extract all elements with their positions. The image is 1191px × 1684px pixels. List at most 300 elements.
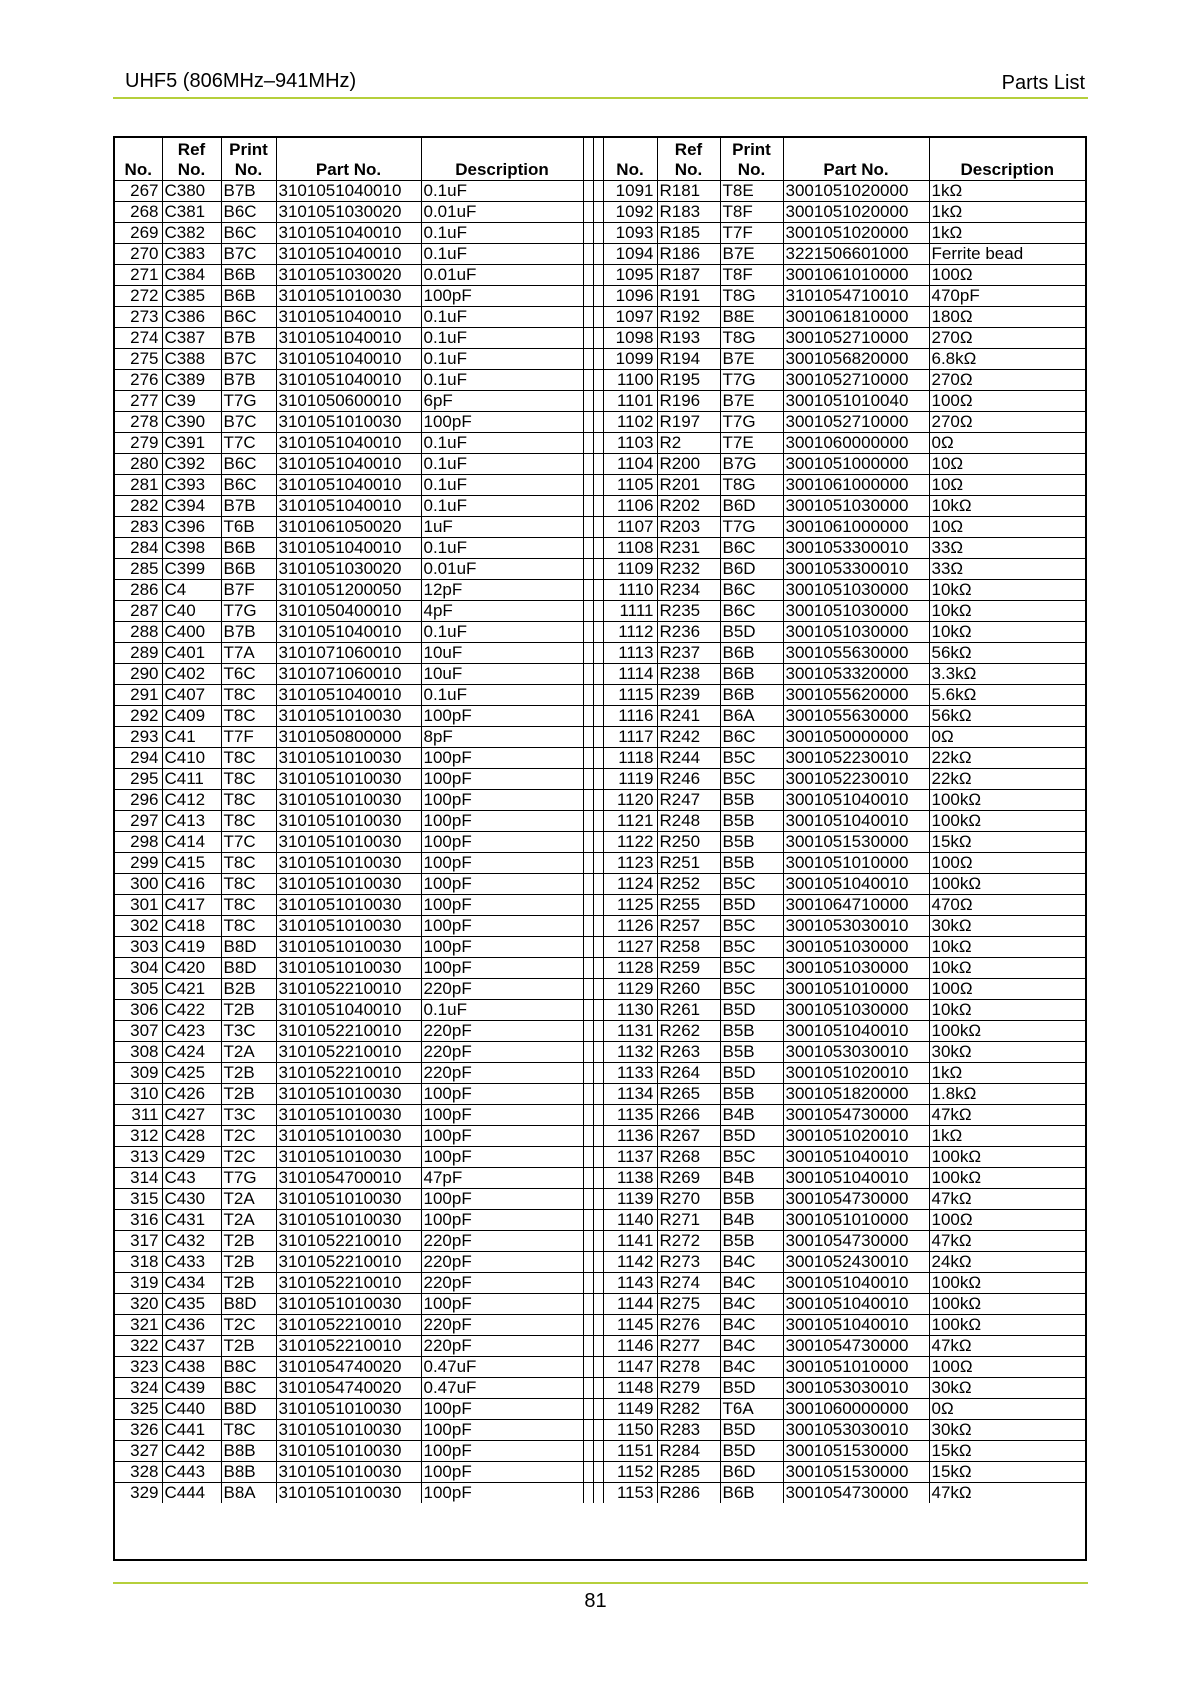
left-col-print-no-cell: B7B: [221, 622, 276, 643]
left-col-print-no-cell: B6B: [221, 286, 276, 307]
right-col-description-cell: 22kΩ: [929, 769, 1085, 790]
left-col-no-cell: 327: [115, 1441, 162, 1462]
right-col-part-no-cell: 3001051530000: [783, 1441, 929, 1462]
left-col-print-no-cell: T6C: [221, 664, 276, 685]
right-col-ref-no-cell: R285: [657, 1462, 720, 1483]
right-col-description-cell: 10kΩ: [929, 937, 1085, 958]
left-col-ref-no-cell: C382: [162, 223, 221, 244]
left-col-ref-no-cell: C417: [162, 895, 221, 916]
right-col-ref-no-cell: R234: [657, 580, 720, 601]
right-col-ref-no-cell: R273: [657, 1252, 720, 1273]
right-col-print-no-cell: B7E: [720, 391, 783, 412]
right-col-part-no-cell: 3001054730000: [783, 1336, 929, 1357]
column-divider: [593, 538, 603, 559]
left-col-description-cell: 100pF: [421, 895, 583, 916]
right-col-ref-no-cell: R239: [657, 685, 720, 706]
right-col-part-no-cell: 3001061000000: [783, 517, 929, 538]
right-col-description-cell: 24kΩ: [929, 1252, 1085, 1273]
right-col-print-no-cell: B8E: [720, 307, 783, 328]
left-col-ref-no-cell: C414: [162, 832, 221, 853]
left-col-ref-no-cell: C439: [162, 1378, 221, 1399]
left-col-ref-no-cell: C407: [162, 685, 221, 706]
right-col-part-no-cell: 3001051010000: [783, 853, 929, 874]
right-col-description-cell: 100kΩ: [929, 1021, 1085, 1042]
column-divider: [583, 685, 593, 706]
left-col-print-no-cell: T7F: [221, 727, 276, 748]
left-col-description-cell: 220pF: [421, 1021, 583, 1042]
column-divider: [593, 895, 603, 916]
column-divider: [583, 1420, 593, 1441]
left-col-print-no-cell: B8D: [221, 937, 276, 958]
right-col-description-cell: 10Ω: [929, 475, 1085, 496]
left-col-print-no-cell: T2A: [221, 1189, 276, 1210]
left-col-print-no-cell: B6C: [221, 307, 276, 328]
right-col-ref-no-cell: R257: [657, 916, 720, 937]
table-row: [115, 496, 1085, 517]
left-col-part-no-cell: 3101051010030: [276, 1210, 421, 1231]
table-row: [115, 1462, 1085, 1483]
left-col-part-no-cell: 3101051010030: [276, 853, 421, 874]
table-row: [115, 748, 1085, 769]
right-col-part-no-cell: 3001053030010: [783, 1420, 929, 1441]
table-row: [115, 790, 1085, 811]
column-divider: [593, 370, 603, 391]
left-col-no-cell: 274: [115, 328, 162, 349]
column-divider: [593, 685, 603, 706]
table-row: [115, 1063, 1085, 1084]
left-col-ref-no-cell: C423: [162, 1021, 221, 1042]
right-col-description-cell: 100kΩ: [929, 1294, 1085, 1315]
column-divider: [583, 1378, 593, 1399]
left-col-ref-no-cell: C420: [162, 958, 221, 979]
left-col-no-cell: 326: [115, 1420, 162, 1441]
right-col-ref-no-cell: R248: [657, 811, 720, 832]
left-col-no-cell: 295: [115, 769, 162, 790]
right-col-ref-no-cell: R263: [657, 1042, 720, 1063]
column-divider: [583, 790, 593, 811]
right-col-description-cell: 100Ω: [929, 391, 1085, 412]
table-row: [115, 328, 1085, 349]
right-col-ref-no-cell: R235: [657, 601, 720, 622]
left-col-no-cell: 291: [115, 685, 162, 706]
left-col-description-cell: 220pF: [421, 1273, 583, 1294]
left-col-part-no-cell: 3101051040010: [276, 538, 421, 559]
left-col-no-cell: 329: [115, 1483, 162, 1504]
column-divider: [583, 727, 593, 748]
right-col-print-no-cell: B4C: [720, 1315, 783, 1336]
right-col-print-no-cell: B5D: [720, 1420, 783, 1441]
left-col-description-cell: 0.47uF: [421, 1357, 583, 1378]
column-divider: [583, 1252, 593, 1273]
right-col-print-no-cell: B4C: [720, 1336, 783, 1357]
left-col-part-no-cell: 3101051010030: [276, 790, 421, 811]
right-col-print-no-cell: B4C: [720, 1357, 783, 1378]
column-divider: [593, 1021, 603, 1042]
left-col-ref-no-cell: C418: [162, 916, 221, 937]
right-col-no-cell: 1114: [603, 664, 657, 685]
right-col-description-cell: 30kΩ: [929, 1420, 1085, 1441]
right-col-part-no-cell: 3001051010000: [783, 1357, 929, 1378]
left-col-part-no-cell: 3101052210010: [276, 1315, 421, 1336]
parts-list-table: [115, 138, 1085, 1503]
right-col-ref-no-cell: R278: [657, 1357, 720, 1378]
right-col-print-no-cell: B5B: [720, 832, 783, 853]
left-col-ref-no-cell: C415: [162, 853, 221, 874]
column-divider: [593, 1441, 603, 1462]
column-divider: [583, 1231, 593, 1252]
left-col-no-cell: 272: [115, 286, 162, 307]
left-col-print-no-cell: T7G: [221, 1168, 276, 1189]
left-col-description-cell: 100pF: [421, 1399, 583, 1420]
right-col-ref-no-cell: R246: [657, 769, 720, 790]
table-row: [115, 1210, 1085, 1231]
table-row: [115, 1441, 1085, 1462]
column-divider: [593, 286, 603, 307]
left-col-print-no-cell: T8C: [221, 748, 276, 769]
column-divider: [593, 181, 603, 202]
left-col-no-cell: 297: [115, 811, 162, 832]
right-col-print-no-cell: B5C: [720, 1147, 783, 1168]
left-col-print-no-cell: T2B: [221, 1231, 276, 1252]
left-col-part-no-cell: 3101051030020: [276, 559, 421, 580]
left-col-print-no-cell: T7A: [221, 643, 276, 664]
right-col-ref-no-cell: R255: [657, 895, 720, 916]
right-col-no-cell: 1117: [603, 727, 657, 748]
left-col-part-no-cell: 3101051010030: [276, 1084, 421, 1105]
right-col-part-no-cell: 3001051010000: [783, 979, 929, 1000]
left-col-print-no-cell: T8C: [221, 685, 276, 706]
right-col-ref-no-cell: R202: [657, 496, 720, 517]
left-col-description-cell: 0.1uF: [421, 349, 583, 370]
left-col-description-cell: 0.1uF: [421, 685, 583, 706]
left-col-part-no-cell: 3101051040010: [276, 181, 421, 202]
left-col-ref-no-cell: C393: [162, 475, 221, 496]
column-divider: [583, 1273, 593, 1294]
left-col-ref-no-cell: C443: [162, 1462, 221, 1483]
left-col-description-cell: 0.01uF: [421, 559, 583, 580]
left-col-ref-no-cell: C39: [162, 391, 221, 412]
left-col-print-no-cell: B8C: [221, 1378, 276, 1399]
right-col-part-no-cell: 3001051040010: [783, 790, 929, 811]
table-row: [115, 832, 1085, 853]
right-col-ref-no-cell: R258: [657, 937, 720, 958]
right-col-ref-no-cell: R203: [657, 517, 720, 538]
right-col-ref-no-cell: R276: [657, 1315, 720, 1336]
right-col-print-no-cell: B6D: [720, 559, 783, 580]
right-col-ref-no-cell: R252: [657, 874, 720, 895]
right-col-description-cell: 47kΩ: [929, 1483, 1085, 1504]
left-col-print-no-cell: B8D: [221, 1294, 276, 1315]
column-divider: [583, 496, 593, 517]
left-col-ref-no-cell: C43: [162, 1168, 221, 1189]
left-col-no-cell: 277: [115, 391, 162, 412]
right-col-part-no-cell: 3001055630000: [783, 643, 929, 664]
left-col-print-no-cell: B6C: [221, 454, 276, 475]
right-col-part-no-cell: 3001051040010: [783, 1315, 929, 1336]
column-divider: [583, 811, 593, 832]
right-col-description-cell: 100kΩ: [929, 1147, 1085, 1168]
right-col-part-no-cell: 3001051040010: [783, 1294, 929, 1315]
right-col-no-cell: 1141: [603, 1231, 657, 1252]
right-col-print-no-cell: B5C: [720, 916, 783, 937]
left-col-description-cell: 100pF: [421, 1210, 583, 1231]
column-divider: [583, 832, 593, 853]
right-col-no-cell: 1110: [603, 580, 657, 601]
left-col-part-no-cell: 3101054700010: [276, 1168, 421, 1189]
right-col-no-cell: 1153: [603, 1483, 657, 1504]
left-col-print-no-cell: B7B: [221, 328, 276, 349]
column-divider: [583, 580, 593, 601]
left-col-print-no-cell: T7C: [221, 433, 276, 454]
left-col-description-cell: 100pF: [421, 1420, 583, 1441]
left-col-description-cell: 220pF: [421, 1063, 583, 1084]
column-divider: [593, 769, 603, 790]
left-col-description-cell: 220pF: [421, 1042, 583, 1063]
left-col-description-cell: 0.1uF: [421, 538, 583, 559]
column-divider: [593, 244, 603, 265]
right-col-print-no-cell: T8G: [720, 328, 783, 349]
left-col-ref-no-cell: C419: [162, 937, 221, 958]
column-divider: [593, 496, 603, 517]
left-col-description-cell: 100pF: [421, 790, 583, 811]
left-col-no-cell: 314: [115, 1168, 162, 1189]
table-row: [115, 937, 1085, 958]
left-col-description-cell: 0.1uF: [421, 370, 583, 391]
column-divider: [593, 1147, 603, 1168]
right-col-description-cell: 10kΩ: [929, 496, 1085, 517]
left-col-ref-no-cell: C437: [162, 1336, 221, 1357]
right-col-no-cell: 1146: [603, 1336, 657, 1357]
document-title: UHF5 (806MHz–941MHz): [125, 70, 357, 92]
right-col-ref-no-cell: R201: [657, 475, 720, 496]
right-col-description-cell: 0Ω: [929, 433, 1085, 454]
right-col-no-cell: 1126: [603, 916, 657, 937]
left-col-print-no-cell: B8D: [221, 1399, 276, 1420]
left-col-part-no-cell: 3101051010030: [276, 1294, 421, 1315]
left-col-ref-no-cell: C383: [162, 244, 221, 265]
left-col-no-cell: 308: [115, 1042, 162, 1063]
right-col-no-cell: 1120: [603, 790, 657, 811]
right-col-part-no-cell: 3221506601000: [783, 244, 929, 265]
column-divider: [583, 181, 593, 202]
column-divider: [583, 265, 593, 286]
right-col-print-no-header: Print No.: [720, 138, 783, 181]
left-col-part-no-cell: 3101052210010: [276, 1273, 421, 1294]
left-col-print-no-cell: B7B: [221, 370, 276, 391]
column-divider: [593, 265, 603, 286]
left-col-description-cell: 100pF: [421, 853, 583, 874]
table-row: [115, 265, 1085, 286]
column-divider: [583, 475, 593, 496]
left-col-part-no-cell: 3101051010030: [276, 1126, 421, 1147]
left-col-description-cell: 4pF: [421, 601, 583, 622]
column-divider: [583, 1168, 593, 1189]
right-col-part-no-cell: 3001051040010: [783, 1273, 929, 1294]
left-col-print-no-cell: T8C: [221, 1420, 276, 1441]
right-col-print-no-cell: B4B: [720, 1210, 783, 1231]
right-col-description-cell: 100kΩ: [929, 790, 1085, 811]
right-col-print-no-cell: B6B: [720, 664, 783, 685]
right-col-ref-no-header: Ref No.: [657, 138, 720, 181]
right-col-part-no-cell: 3001054730000: [783, 1189, 929, 1210]
table-row: [115, 1042, 1085, 1063]
left-col-part-no-cell: 3101071060010: [276, 643, 421, 664]
left-col-description-cell: 100pF: [421, 1483, 583, 1504]
right-col-part-no-header: Part No.: [783, 138, 929, 181]
right-col-ref-no-cell: R275: [657, 1294, 720, 1315]
left-col-print-no-cell: T8C: [221, 769, 276, 790]
table-row: [115, 433, 1085, 454]
left-col-part-no-cell: 3101051010030: [276, 748, 421, 769]
right-col-print-no-cell: B5C: [720, 979, 783, 1000]
right-col-no-cell: 1104: [603, 454, 657, 475]
column-divider: [593, 1126, 603, 1147]
left-col-print-no-cell: T7G: [221, 601, 276, 622]
column-divider: [583, 1399, 593, 1420]
left-col-ref-no-cell: C435: [162, 1294, 221, 1315]
left-col-no-cell: 279: [115, 433, 162, 454]
left-col-ref-no-header: Ref No.: [162, 138, 221, 181]
column-divider: [583, 370, 593, 391]
column-divider: [593, 475, 603, 496]
right-col-description-cell: 10Ω: [929, 454, 1085, 475]
table-row: [115, 1336, 1085, 1357]
left-col-no-cell: 318: [115, 1252, 162, 1273]
right-col-ref-no-cell: R251: [657, 853, 720, 874]
left-col-print-no-cell: B6B: [221, 538, 276, 559]
right-col-print-no-cell: B4B: [720, 1168, 783, 1189]
left-col-ref-no-cell: C430: [162, 1189, 221, 1210]
right-col-description-cell: 10kΩ: [929, 622, 1085, 643]
column-divider: [593, 874, 603, 895]
left-col-ref-no-cell: C388: [162, 349, 221, 370]
left-col-description-cell: 100pF: [421, 1105, 583, 1126]
left-col-no-cell: 278: [115, 412, 162, 433]
column-divider: [593, 1063, 603, 1084]
right-col-ref-no-cell: R195: [657, 370, 720, 391]
left-col-print-no-cell: T2B: [221, 1252, 276, 1273]
left-col-no-cell: 313: [115, 1147, 162, 1168]
column-divider: [593, 1189, 603, 1210]
right-col-no-cell: 1091: [603, 181, 657, 202]
left-col-print-no-cell: B7C: [221, 244, 276, 265]
right-col-print-no-cell: T8G: [720, 475, 783, 496]
table-row: [115, 1147, 1085, 1168]
right-col-description-cell: 180Ω: [929, 307, 1085, 328]
left-col-print-no-cell: T2B: [221, 1273, 276, 1294]
left-col-no-cell: 301: [115, 895, 162, 916]
column-divider: [593, 622, 603, 643]
right-col-no-cell: 1111: [603, 601, 657, 622]
right-col-description-cell: 6.8kΩ: [929, 349, 1085, 370]
right-col-description-cell: 47kΩ: [929, 1336, 1085, 1357]
left-col-ref-no-cell: C40: [162, 601, 221, 622]
left-col-no-cell: 310: [115, 1084, 162, 1105]
left-col-ref-no-cell: C385: [162, 286, 221, 307]
table-row: [115, 307, 1085, 328]
right-col-print-no-cell: T7E: [720, 433, 783, 454]
left-col-ref-no-cell: C381: [162, 202, 221, 223]
left-col-part-no-cell: 3101051040010: [276, 1000, 421, 1021]
right-col-part-no-cell: 3001055620000: [783, 685, 929, 706]
table-row: [115, 1315, 1085, 1336]
right-col-print-no-cell: T7G: [720, 370, 783, 391]
right-col-description-cell: 47kΩ: [929, 1231, 1085, 1252]
column-divider: [583, 1462, 593, 1483]
column-divider: [583, 979, 593, 1000]
column-divider: [593, 1294, 603, 1315]
table-row: [115, 979, 1085, 1000]
column-divider: [583, 559, 593, 580]
column-divider: [583, 223, 593, 244]
column-divider: [583, 895, 593, 916]
right-col-no-cell: 1107: [603, 517, 657, 538]
right-col-part-no-cell: 3001053300010: [783, 559, 929, 580]
column-divider: [583, 937, 593, 958]
right-col-print-no-cell: T7G: [720, 412, 783, 433]
left-col-no-cell: 280: [115, 454, 162, 475]
left-col-no-cell: 292: [115, 706, 162, 727]
left-col-no-cell: 311: [115, 1105, 162, 1126]
right-col-print-no-cell: B7G: [720, 454, 783, 475]
right-col-no-cell: 1125: [603, 895, 657, 916]
right-col-print-no-cell: B5D: [720, 1126, 783, 1147]
table-row: [115, 769, 1085, 790]
left-col-print-no-cell: T2C: [221, 1315, 276, 1336]
right-col-ref-no-cell: R242: [657, 727, 720, 748]
column-divider: [583, 244, 593, 265]
left-col-part-no-cell: 3101052210010: [276, 979, 421, 1000]
left-col-ref-no-cell: C386: [162, 307, 221, 328]
right-col-description-cell: 33Ω: [929, 538, 1085, 559]
left-col-description-cell: 100pF: [421, 286, 583, 307]
column-divider: [583, 1147, 593, 1168]
column-divider: [593, 1210, 603, 1231]
right-col-part-no-cell: 3001051020000: [783, 202, 929, 223]
right-col-no-cell: 1136: [603, 1126, 657, 1147]
left-col-part-no-cell: 3101054740020: [276, 1378, 421, 1399]
column-divider: [593, 1000, 603, 1021]
column-divider: [583, 1357, 593, 1378]
left-col-no-cell: 267: [115, 181, 162, 202]
left-col-description-cell: 0.1uF: [421, 1000, 583, 1021]
left-col-no-cell: 324: [115, 1378, 162, 1399]
column-divider: [583, 1126, 593, 1147]
table-row: [115, 1168, 1085, 1189]
right-col-no-cell: 1119: [603, 769, 657, 790]
right-col-ref-no-cell: R264: [657, 1063, 720, 1084]
column-divider: [583, 454, 593, 475]
left-col-description-cell: 0.1uF: [421, 244, 583, 265]
left-col-ref-no-cell: C390: [162, 412, 221, 433]
left-col-part-no-cell: 3101051040010: [276, 307, 421, 328]
left-col-description-cell: 220pF: [421, 979, 583, 1000]
left-col-ref-no-cell: C410: [162, 748, 221, 769]
column-divider: [593, 223, 603, 244]
table-row: [115, 181, 1085, 202]
left-col-print-no-cell: B7B: [221, 181, 276, 202]
right-col-description-cell: 100Ω: [929, 979, 1085, 1000]
left-col-part-no-cell: 3101051040010: [276, 244, 421, 265]
right-col-ref-no-cell: R237: [657, 643, 720, 664]
right-col-print-no-cell: B6C: [720, 580, 783, 601]
right-col-print-no-cell: B6B: [720, 1483, 783, 1504]
column-divider: [583, 643, 593, 664]
right-col-print-no-cell: B6C: [720, 727, 783, 748]
right-col-description-cell: 270Ω: [929, 412, 1085, 433]
right-col-no-cell: 1123: [603, 853, 657, 874]
table-row: [115, 1252, 1085, 1273]
